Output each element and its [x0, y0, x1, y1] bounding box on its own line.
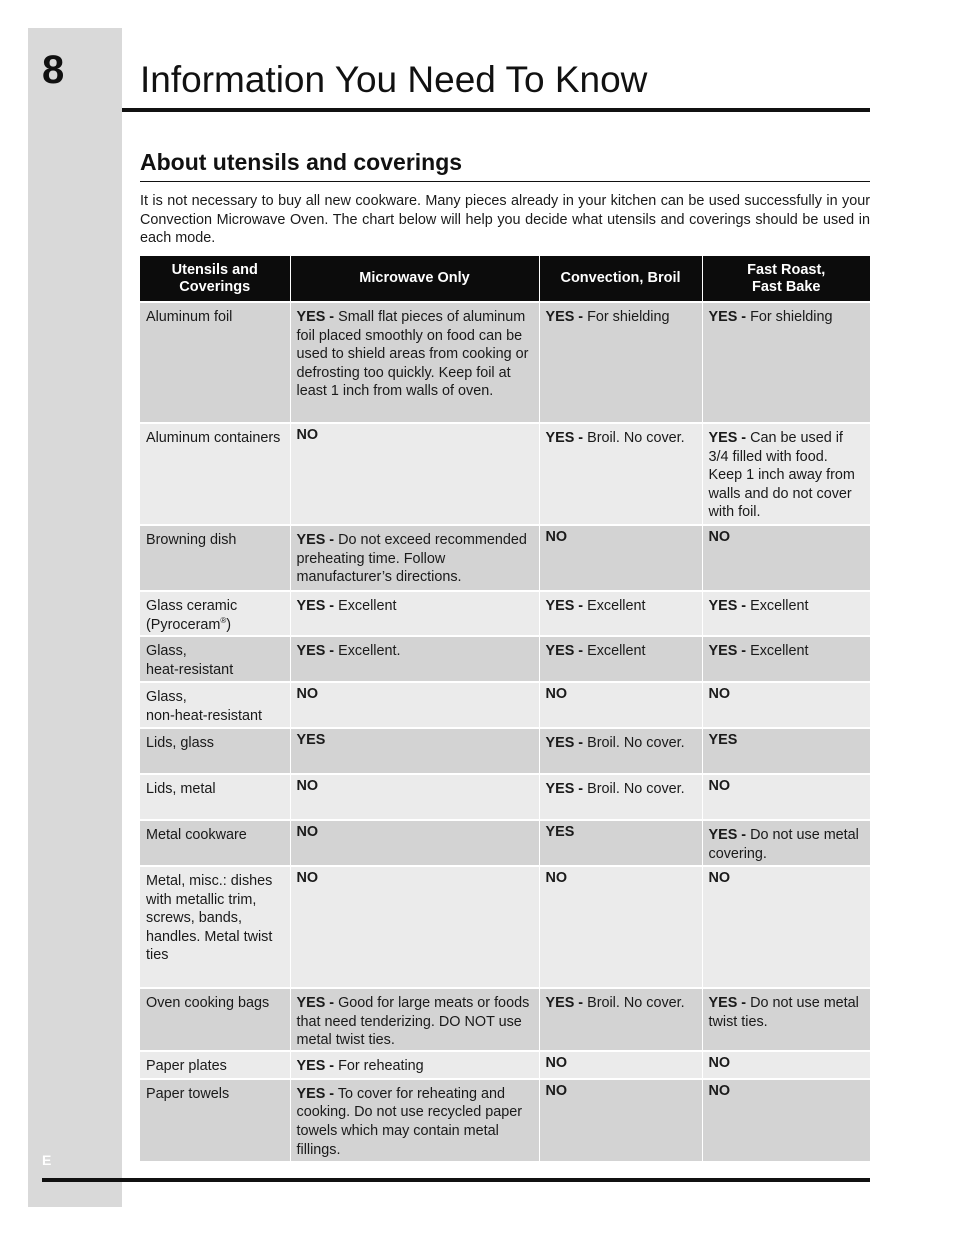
table-row [140, 302, 870, 423]
header-utensils: Utensils and Coverings [140, 256, 290, 302]
verdict-note: Broil. No cover. [583, 995, 685, 1011]
verdict-note: Good for large meats or foods that need tenderizing. DO NOT use metal twist ties. [296, 995, 530, 1049]
utensil-cell [140, 1051, 290, 1079]
verdict-label: NO [708, 1082, 731, 1099]
fast-roast-cell [702, 423, 870, 525]
utensil-name: Oven cooking bags [146, 995, 270, 1011]
verdict-note: Broil. No cover. [583, 781, 685, 797]
verdict-label: NO [545, 870, 568, 886]
microwave-cell [290, 988, 539, 1051]
verdict-label: NO [296, 870, 319, 886]
fast-roast-cell [702, 525, 870, 591]
title-rule [122, 108, 870, 112]
verdict-label: YES - [545, 598, 584, 614]
intro-paragraph: It is not necessary to buy all new cookware. Many pieces already in your kitchen can be used successfully in your Convection Microwave Oven. The chart below will help you decide what utensils and coverings should be used in each mode. [140, 193, 870, 246]
utensil-name: Glass, non-heat-resistant [146, 689, 262, 724]
verdict-note: Excellent [583, 598, 646, 614]
table-row [140, 988, 870, 1051]
microwave-cell [290, 525, 539, 591]
utensil-cell [140, 774, 290, 820]
fast-roast-cell [702, 866, 870, 988]
page-title: Information You Need To Know [140, 59, 648, 100]
verdict-note: Do not use metal covering. [708, 827, 859, 862]
verdict-label: YES - [296, 598, 335, 614]
verdict-label: YES - [296, 309, 335, 325]
fast-roast-cell [702, 682, 870, 728]
verdict-label: YES [708, 732, 738, 748]
microwave-cell [290, 682, 539, 728]
verdict-label: YES - [545, 430, 584, 446]
utensil-name: Lids, glass [146, 735, 214, 751]
utensil-cell [140, 866, 290, 988]
convection-cell [539, 1079, 702, 1161]
microwave-cell [290, 423, 539, 525]
utensil-cell [140, 636, 290, 682]
convection-cell [539, 636, 702, 682]
fast-roast-cell [702, 1079, 870, 1161]
verdict-label: NO [708, 686, 731, 702]
utensil-cell [140, 525, 290, 591]
verdict-label: NO [708, 870, 731, 886]
convection-cell [539, 682, 702, 728]
verdict-label: YES [545, 824, 575, 840]
verdict-note: Excellent. [334, 643, 401, 659]
verdict-note: Broil. No cover. [583, 430, 685, 446]
verdict-label: NO [545, 1082, 568, 1099]
utensil-name: Aluminum foil [146, 309, 233, 325]
table-row [140, 866, 870, 988]
utensil-name: Lids, metal [146, 781, 216, 797]
verdict-label: NO [545, 686, 568, 702]
fast-roast-cell [702, 988, 870, 1051]
microwave-cell [290, 302, 539, 423]
convection-cell [539, 820, 702, 866]
table-row [140, 682, 870, 728]
chart-body [140, 302, 870, 1161]
utensil-name: Aluminum containers [146, 430, 281, 446]
convection-cell [539, 423, 702, 525]
fast-roast-cell [702, 774, 870, 820]
table-row [140, 1079, 870, 1161]
verdict-label: YES - [545, 781, 584, 797]
fast-roast-cell [702, 1051, 870, 1079]
verdict-note: For shielding [746, 309, 833, 325]
microwave-cell [290, 636, 539, 682]
verdict-label: YES - [296, 532, 335, 548]
verdict-label: YES [296, 732, 326, 748]
utensils-chart [140, 256, 870, 1161]
verdict-label: NO [708, 1054, 731, 1071]
verdict-label: NO [708, 778, 731, 794]
table-row [140, 423, 870, 525]
microwave-cell [290, 1051, 539, 1079]
microwave-cell [290, 1079, 539, 1161]
utensil-name: Metal, misc.: dishes with metallic trim, screws, bands, handles. Metal twist ties [146, 873, 273, 964]
verdict-label: YES - [296, 1085, 335, 1102]
verdict-note: Excellent [746, 643, 809, 659]
utensil-cell [140, 591, 290, 636]
verdict-label: NO [296, 427, 319, 443]
fast-roast-cell [702, 728, 870, 774]
utensil-name: Paper towels [146, 1085, 230, 1102]
verdict-label: YES - [545, 309, 584, 325]
microwave-cell [290, 728, 539, 774]
verdict-note: Do not exceed recommended preheating time. Follow manufacturer’s directions. [296, 532, 527, 586]
verdict-label: YES - [296, 643, 335, 659]
convection-cell [539, 525, 702, 591]
bottom-rule [42, 1178, 870, 1182]
convection-cell [539, 774, 702, 820]
verdict-label: NO [545, 1054, 568, 1071]
verdict-label: YES - [296, 1057, 335, 1074]
utensil-cell [140, 820, 290, 866]
page-number: 8 [42, 48, 65, 92]
verdict-label: YES - [545, 735, 584, 751]
verdict-label: NO [545, 529, 568, 545]
utensil-name: Browning dish [146, 532, 237, 548]
utensil-name: Paper plates [146, 1057, 227, 1074]
table-row [140, 728, 870, 774]
verdict-label: NO [296, 778, 319, 794]
registered-mark: ® [220, 615, 227, 625]
convection-cell [539, 1051, 702, 1079]
verdict-note: Excellent [583, 643, 646, 659]
utensil-cell [140, 682, 290, 728]
verdict-label: YES - [708, 598, 747, 614]
verdict-label: YES - [708, 309, 747, 325]
table-row [140, 1051, 870, 1079]
convection-cell [539, 728, 702, 774]
utensil-cell [140, 988, 290, 1051]
language-mark: E [42, 1152, 52, 1168]
microwave-cell [290, 820, 539, 866]
section-title: About utensils and coverings [140, 149, 463, 175]
verdict-note: Do not use metal twist ties. [708, 995, 859, 1030]
chart-header-row [140, 256, 870, 302]
utensil-name: Metal cookware [146, 827, 247, 843]
header-fast-roast: Fast Roast, Fast Bake [702, 256, 870, 302]
verdict-label: YES - [708, 643, 747, 659]
fast-roast-cell [702, 820, 870, 866]
table-row [140, 591, 870, 636]
verdict-label: NO [296, 686, 319, 702]
verdict-label: NO [708, 529, 731, 545]
convection-cell [539, 591, 702, 636]
microwave-cell [290, 774, 539, 820]
table-row [140, 820, 870, 866]
verdict-label: YES - [545, 995, 584, 1011]
table-row [140, 525, 870, 591]
verdict-note: For reheating [334, 1057, 424, 1074]
verdict-note: To cover for reheating and cooking. Do not use recycled paper towels which may contain metal fillings. [296, 1085, 523, 1158]
utensil-cell [140, 302, 290, 423]
verdict-label: YES - [296, 995, 335, 1011]
utensil-cell [140, 423, 290, 525]
verdict-label: YES - [708, 430, 747, 446]
convection-cell [539, 866, 702, 988]
utensil-name: Glass, heat-resistant [146, 643, 234, 678]
verdict-note: Broil. No cover. [583, 735, 685, 751]
convection-cell [539, 302, 702, 423]
table-row [140, 636, 870, 682]
verdict-label: NO [296, 824, 319, 840]
verdict-note: For shielding [583, 309, 670, 325]
fast-roast-cell [702, 302, 870, 423]
verdict-note: Excellent [746, 598, 809, 614]
convection-cell [539, 988, 702, 1051]
utensil-cell [140, 728, 290, 774]
microwave-cell [290, 591, 539, 636]
verdict-label: YES - [708, 827, 747, 843]
verdict-note: Can be used if 3/4 filled with food. Keep 1 inch away from walls and do not cover with foil. [708, 430, 855, 521]
utensil-name-suffix: ) [226, 616, 232, 633]
verdict-note: Excellent [334, 598, 397, 614]
microwave-cell [290, 866, 539, 988]
verdict-label: YES - [708, 995, 747, 1011]
utensil-cell [140, 1079, 290, 1161]
side-band [28, 28, 122, 1207]
fast-roast-cell [702, 636, 870, 682]
verdict-label: YES - [545, 643, 584, 659]
header-microwave: Microwave Only [290, 256, 539, 302]
header-convection: Convection, Broil [539, 256, 702, 302]
utensil-name: Glass ceramic (Pyroceram [146, 598, 238, 633]
fast-roast-cell [702, 591, 870, 636]
section-rule [140, 181, 870, 182]
verdict-note: Small flat pieces of aluminum foil placed smoothly on food can be used to shield areas from cooking or defrosting too quickly. Keep foil at least 1 inch from walls of oven. [296, 309, 529, 400]
table-row [140, 774, 870, 820]
